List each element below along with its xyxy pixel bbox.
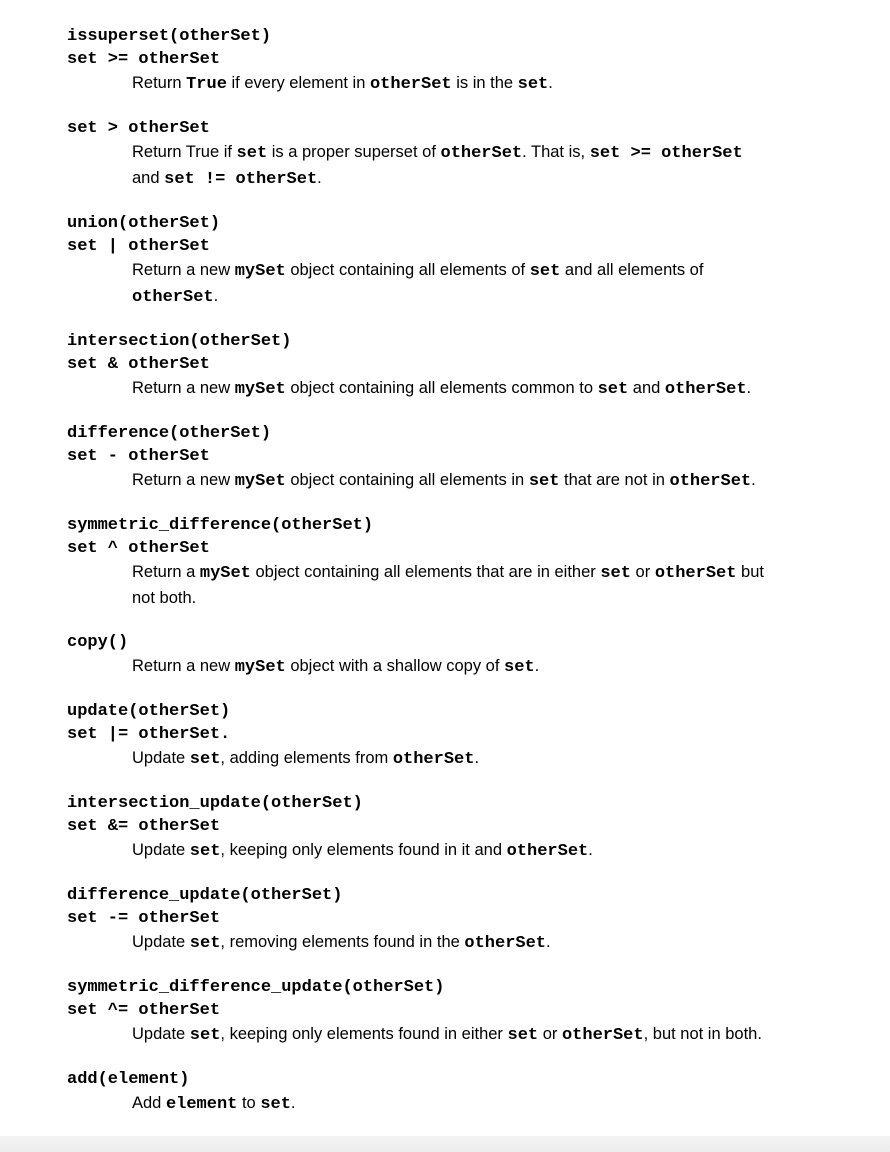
code-term: otherSet <box>664 380 747 399</box>
method-signature: set > otherSet <box>67 119 210 138</box>
description-text: to <box>237 1094 261 1112</box>
description-text: that are not in <box>559 471 670 489</box>
code-term: otherSet <box>464 934 547 953</box>
description-text: . <box>474 749 480 767</box>
description-text: . <box>534 657 540 675</box>
code-term: set <box>529 262 561 281</box>
code-term: set <box>600 564 631 583</box>
method-entry <box>67 700 867 772</box>
description-text: or <box>630 563 655 581</box>
description-text: and <box>628 379 665 397</box>
description-text: . <box>213 287 219 305</box>
method-description <box>67 71 867 97</box>
description-text: object containing all elements that are in either <box>250 563 601 581</box>
method-entry <box>67 422 867 494</box>
code-term: set <box>528 472 560 491</box>
code-term: otherSet <box>369 75 452 94</box>
description-text: . That is, <box>522 143 590 161</box>
description-text: . <box>751 471 756 489</box>
method-entry <box>67 514 867 611</box>
method-description <box>67 468 867 494</box>
description-text: , keeping only elements found in either <box>220 1025 508 1043</box>
code-term: set <box>189 934 221 953</box>
description-text: if every element in <box>226 74 370 92</box>
description-text: Return a <box>132 563 200 581</box>
method-signature: difference_update(otherSet) <box>67 886 343 905</box>
code-term: mySet <box>199 564 251 583</box>
method-entry <box>67 884 867 956</box>
method-description <box>67 140 867 192</box>
code-term: otherSet <box>654 564 737 583</box>
description-text: Update <box>132 841 190 859</box>
description-text: . <box>588 841 593 859</box>
description-text: Return a new <box>132 657 235 675</box>
method-description <box>67 746 867 772</box>
method-description <box>67 560 867 611</box>
method-entry <box>67 25 867 97</box>
description-text: . <box>548 74 553 92</box>
description-text: Return a new <box>132 261 235 279</box>
method-description <box>67 838 867 864</box>
method-description <box>67 376 867 402</box>
code-term: otherSet <box>440 144 523 163</box>
method-description <box>67 258 867 310</box>
method-signature: union(otherSet) <box>67 214 221 233</box>
description-text: not both. <box>132 589 197 607</box>
description-text: . <box>317 169 322 187</box>
code-term: set >= otherSet <box>589 144 743 163</box>
description-text: Return a new <box>132 379 235 397</box>
method-signature: intersection_update(otherSet) <box>67 794 363 813</box>
method-entry <box>67 792 867 864</box>
code-term: otherSet <box>392 750 475 769</box>
description-text: Update <box>132 933 190 951</box>
description-text: . <box>546 933 551 951</box>
method-entry <box>67 631 867 680</box>
description-text: object containing all elements common to <box>285 379 598 397</box>
code-term: element <box>165 1095 238 1114</box>
code-term: otherSet <box>669 472 752 491</box>
bottom-edge-strip <box>0 1136 890 1152</box>
description-text: is a proper superset of <box>267 143 441 161</box>
method-signature: set & otherSet <box>67 355 210 374</box>
method-signature: issuperset(otherSet) <box>67 27 272 46</box>
method-signature: set >= otherSet <box>67 50 221 69</box>
method-signature: intersection(otherSet) <box>67 332 292 351</box>
description-text: but <box>736 563 764 581</box>
description-text: object containing all elements in <box>285 471 529 489</box>
method-entry <box>67 212 867 310</box>
description-text: and <box>132 169 165 187</box>
code-term: set != otherSet <box>164 170 318 189</box>
method-signature: set &= otherSet <box>67 817 221 836</box>
code-term: set <box>517 75 549 94</box>
method-signature: update(otherSet) <box>67 702 231 721</box>
method-entry <box>67 1068 867 1117</box>
description-text: Add <box>132 1094 166 1112</box>
code-term: otherSet <box>132 288 214 307</box>
method-signature: copy() <box>67 633 129 652</box>
code-term: mySet <box>234 380 286 399</box>
method-description <box>67 1091 867 1117</box>
code-term: mySet <box>234 472 286 491</box>
description-text: object with a shallow copy of <box>285 657 505 675</box>
code-term: set <box>236 144 268 163</box>
description-text: Update <box>132 1025 190 1043</box>
method-entry <box>67 117 867 192</box>
description-text: Return a new <box>132 471 235 489</box>
code-term: True <box>186 75 227 94</box>
description-text: . <box>290 1094 296 1112</box>
code-term: set <box>260 1095 291 1114</box>
method-description <box>67 930 867 956</box>
code-term: set <box>597 380 629 399</box>
code-term: set <box>504 658 535 677</box>
description-text: is in the <box>451 74 518 92</box>
description-text: . <box>746 379 752 397</box>
description-text: Update <box>132 749 190 767</box>
code-term: set <box>189 750 221 769</box>
method-signature: set - otherSet <box>67 447 210 466</box>
method-signature: difference(otherSet) <box>67 424 272 443</box>
method-signature: set ^= otherSet <box>67 1001 221 1020</box>
description-text: Return True if <box>132 143 237 161</box>
description-text: Return <box>132 74 187 92</box>
code-term: mySet <box>234 658 286 677</box>
code-term: otherSet <box>561 1026 644 1045</box>
method-signature: set | otherSet <box>67 237 210 256</box>
method-entry <box>67 330 867 402</box>
method-signature: symmetric_difference(otherSet) <box>67 516 374 535</box>
method-signature: add(element) <box>67 1070 190 1089</box>
method-signature: symmetric_difference_update(otherSet) <box>67 978 445 997</box>
code-term: set <box>189 1026 221 1045</box>
code-term: set <box>189 842 221 861</box>
method-description <box>67 654 867 680</box>
description-text: and all elements of <box>560 261 704 279</box>
method-reference-document <box>67 25 867 1137</box>
method-entry <box>67 976 867 1048</box>
description-text: , adding elements from <box>220 749 393 767</box>
description-text: , but not in both. <box>643 1025 762 1043</box>
code-term: mySet <box>234 262 286 281</box>
code-term: set <box>507 1026 539 1045</box>
code-term: otherSet <box>506 842 589 861</box>
description-text: or <box>538 1025 562 1043</box>
description-text: , removing elements found in the <box>220 933 465 951</box>
description-text: object containing all elements of <box>285 261 530 279</box>
method-signature: set |= otherSet. <box>67 725 231 744</box>
method-signature: set ^ otherSet <box>67 539 210 558</box>
method-description <box>67 1022 867 1048</box>
description-text: , keeping only elements found in it and <box>220 841 507 859</box>
method-signature: set -= otherSet <box>67 909 221 928</box>
